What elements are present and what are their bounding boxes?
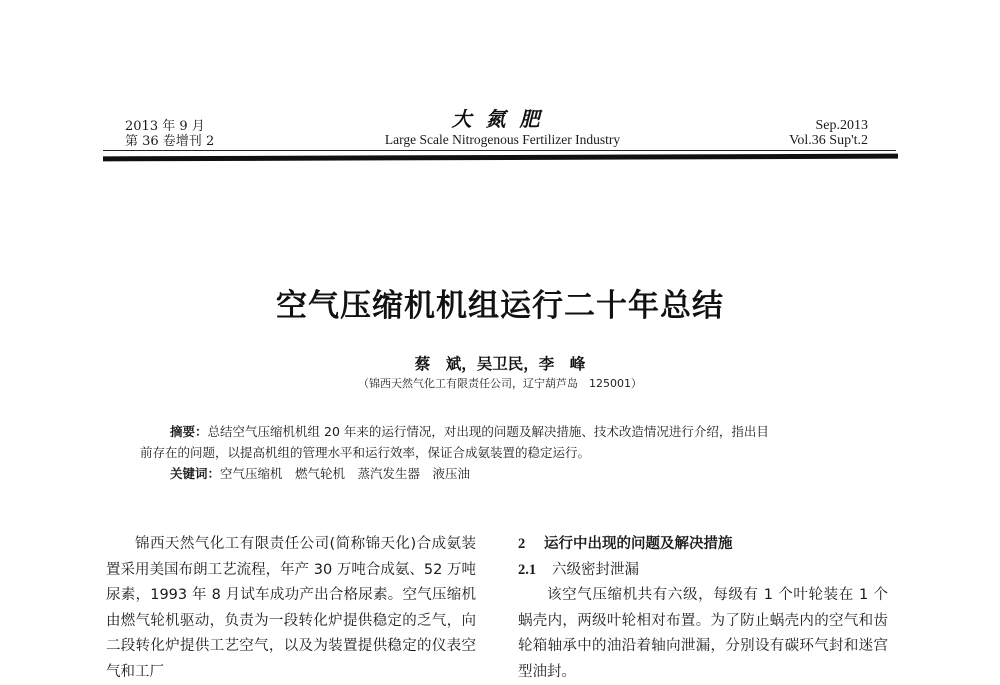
section-2-number: 2 — [518, 536, 526, 552]
header-rule-thick — [103, 154, 898, 162]
section-2-heading — [518, 532, 888, 558]
keywords-label: 关键词： — [170, 466, 221, 481]
abstract-text-1: 总结空气压缩机机组 20 年来的运行情况，对出现的问题及解决措施、技术改造情况进行介绍，指出目 — [207, 424, 769, 439]
section-2-1-heading — [518, 558, 888, 584]
issue-date-cn — [125, 119, 214, 149]
keywords-line — [140, 463, 870, 484]
issue-month-en: Sep.2013 — [815, 118, 868, 133]
abstract-label: 摘要： — [170, 424, 208, 439]
body-right-column — [518, 532, 888, 685]
abstract-line2: 前存在的问题，以提高机组的管理水平和运行效率，保证合成氨装置的稳定运行。 — [140, 445, 591, 460]
intro-paragraph: 锦西天然气化工有限责任公司(简称锦天化)合成氨装置采用美国布朗工艺流程，年产 30 万吨合成氨、52 万吨尿素，1993 年 8 月试车成功产出合格尿素。空气压缩机由燃气轮机驱动，负责为一段转化炉提供稳定的乏气，向二段转化炉提供工艺空气，以及为装置提供稳定的仪表空气和工厂 — [106, 536, 476, 680]
section-2-1-number: 2.1 — [518, 561, 537, 578]
article-affiliation: （锦西天然气化工有限责任公司，辽宁葫芦岛 125001） — [358, 377, 642, 390]
article-authors: 蔡 斌，吴卫民，李 峰 — [414, 355, 586, 373]
header-rule-thin — [103, 150, 896, 151]
issue-volume-en: Vol.36 Sup't.2 — [789, 133, 868, 148]
body-left-column — [106, 532, 476, 685]
keywords-text: 空气压缩机 燃气轮机 蒸汽发生器 液压油 — [220, 466, 471, 481]
issue-volume-line2: 第 36 卷增刊 2 — [125, 134, 215, 149]
issue-date-line1: 2013 年 9 月 — [125, 119, 205, 134]
abstract-line1 — [140, 421, 870, 442]
section-2-1-title: 六级密封泄漏 — [552, 561, 639, 578]
issue-date-en — [789, 118, 868, 148]
article-title: 空气压缩机机组运行二十年总结 — [276, 288, 724, 324]
journal-masthead — [360, 108, 645, 147]
section-2-title: 运行中出现的问题及解决措施 — [544, 536, 733, 552]
section-2-1-paragraph: 该空气压缩机共有六级，每级有 1 个叶轮装在 1 个蜗壳内，两级叶轮相对布置。为了防止蜗壳内的空气和齿轮箱轴承中的油沿着轴向泄漏，分别设有碳环气封和迷宫型油封。 — [518, 587, 888, 680]
journal-logo-cn: 大氮肥 — [451, 107, 554, 131]
abstract-block — [140, 421, 870, 484]
journal-name-en: Large Scale Nitrogenous Fertilizer Industry — [384, 132, 621, 147]
